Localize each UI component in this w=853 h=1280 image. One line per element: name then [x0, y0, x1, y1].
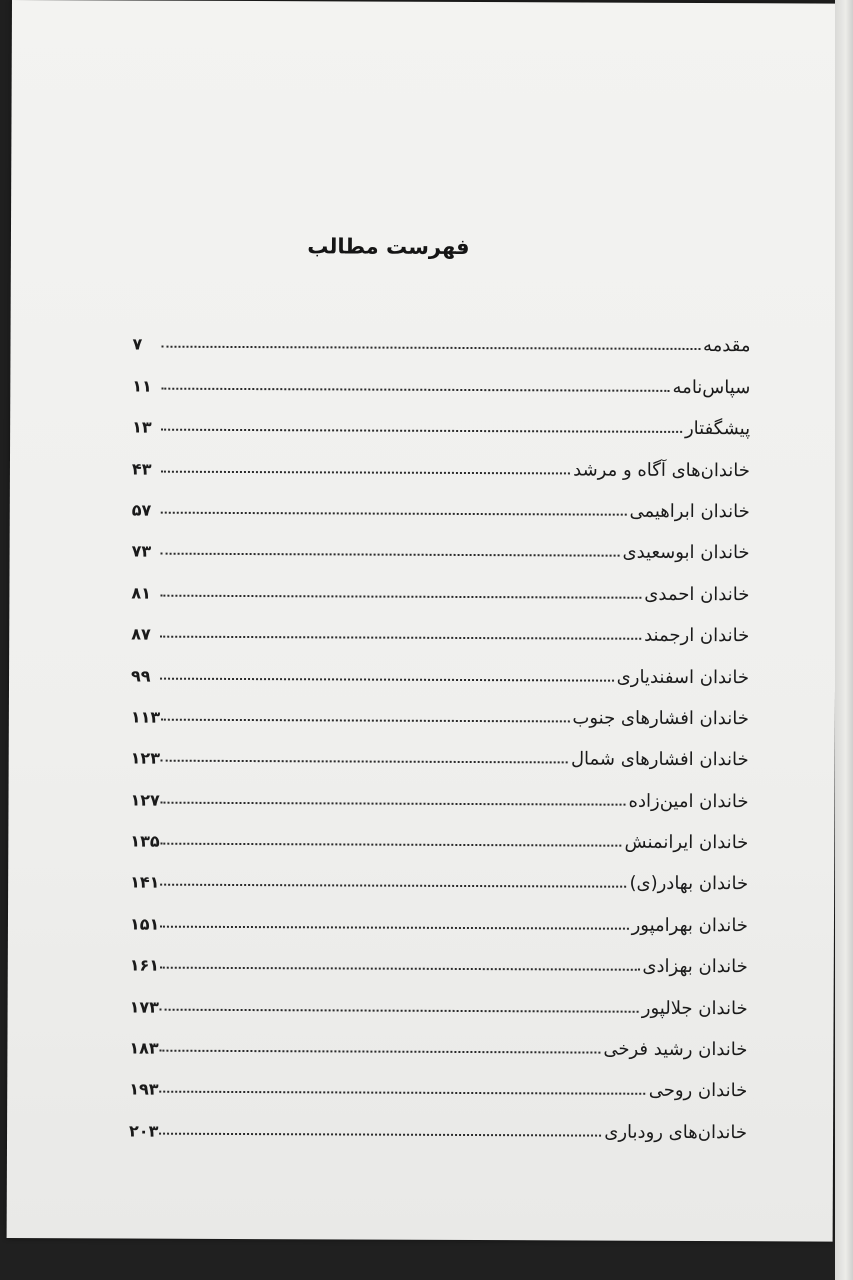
toc-entry-page: ۱۴۱ [130, 872, 160, 893]
toc-entry-label: خاندان افشارهای شمال [570, 748, 749, 771]
toc-entry [132, 437, 750, 481]
table-of-contents [129, 313, 751, 1144]
toc-entry [130, 933, 748, 977]
toc-entry-page: ۱۲۷ [130, 790, 160, 810]
dot-leader [161, 469, 570, 474]
toc-entry [131, 602, 749, 646]
toc-entry [131, 644, 749, 688]
toc-entry [130, 768, 748, 812]
toc-entry-page: ۱۱ [132, 376, 152, 396]
dot-leader [161, 428, 682, 433]
toc-entry-label: خاندان بهادر(ی) [629, 873, 749, 895]
toc-entry-page: ۵۷ [131, 500, 152, 520]
dot-leader [161, 511, 627, 516]
toc-entry-label: خاندان ابوسعیدی [622, 542, 750, 564]
toc-entry-page: ۱۹۳ [129, 1079, 159, 1100]
adjacent-page-edge [835, 0, 853, 1280]
toc-entry [129, 1099, 747, 1143]
toc-entry-label: خاندان ارجمند [644, 624, 750, 647]
toc-entry [132, 478, 750, 522]
dot-leader [159, 1131, 601, 1136]
toc-entry-label: سپاس‌نامه [672, 376, 751, 399]
book-page [7, 0, 838, 1242]
toc-entry-label: خاندان ایرانمنش [624, 831, 749, 854]
toc-entry [132, 354, 750, 398]
toc-entry-label: خاندان جلالپور [641, 997, 748, 1019]
toc-entry-page: ۱۲۳ [130, 748, 161, 768]
toc-entry-page: ۷۳ [131, 541, 152, 561]
dot-leader [161, 842, 622, 847]
toc-entry [129, 1016, 747, 1060]
toc-entry [130, 809, 748, 853]
toc-entry-page: ۴۳ [131, 459, 152, 479]
dot-leader [161, 800, 626, 805]
toc-entry-label: خاندان روحی [648, 1080, 748, 1102]
toc-entry [132, 519, 750, 563]
toc-entry-page: ۱۸۳ [129, 1038, 159, 1058]
toc-entry [132, 395, 750, 439]
toc-entry [130, 851, 748, 895]
dot-leader [161, 345, 700, 350]
toc-entry-page: ۸۷ [131, 624, 151, 644]
toc-entry-page: ۹۹ [131, 666, 151, 686]
dot-leader [160, 1049, 601, 1054]
toc-entry [130, 975, 748, 1019]
dot-leader [160, 1007, 639, 1012]
toc-entry-label: خاندان‌های آگاه و مرشد [573, 459, 751, 481]
dot-leader [160, 966, 639, 971]
dot-leader [161, 718, 569, 723]
toc-entry-page: ۱۶۱ [129, 955, 160, 975]
toc-entry-page: ۸۱ [131, 583, 151, 603]
toc-entry-label: خاندان احمدی [644, 583, 750, 605]
toc-entry-label: خاندان امین‌زاده [628, 790, 749, 812]
toc-entry-page: ۲۰۳ [129, 1121, 159, 1141]
toc-entry-page: ۱۱۳ [130, 707, 161, 727]
page-title: فهرست مطالب [307, 234, 470, 259]
toc-entry [131, 561, 749, 605]
toc-entry-page: ۷ [132, 334, 143, 354]
dot-leader [161, 552, 620, 557]
toc-entry-page: ۱۵۱ [129, 914, 160, 934]
dot-leader [160, 925, 628, 930]
toc-entry [131, 685, 749, 729]
dot-leader [161, 759, 568, 764]
toc-entry-page: ۱۳۵ [130, 831, 160, 851]
toc-entry-label: خاندان رشید فرخی [603, 1038, 748, 1061]
dot-leader [160, 635, 641, 640]
toc-entry-page: ۱۳ [132, 417, 152, 437]
toc-entry-label: خاندان‌های رودباری [604, 1121, 748, 1144]
dot-leader [160, 1090, 646, 1095]
toc-entry-page: ۱۷۳ [129, 997, 159, 1017]
toc-entry [130, 892, 748, 936]
toc-entry [132, 313, 750, 357]
toc-entry-label: خاندان بهرامپور [631, 914, 749, 937]
toc-entry [131, 726, 749, 770]
dot-leader [160, 883, 626, 888]
dot-leader [160, 676, 614, 681]
toc-entry-label: خاندان ابراهیمی [629, 500, 750, 523]
toc-entry [129, 1058, 747, 1102]
toc-entry-label: خاندان افشارهای جنوب [572, 707, 749, 730]
toc-entry-label: پیشگفتار [684, 418, 751, 440]
dot-leader [160, 593, 641, 598]
toc-entry-label: خاندان بهزادی [642, 956, 748, 978]
toc-entry-label: خاندان اسفندیاری [616, 666, 750, 688]
dot-leader [161, 386, 669, 391]
toc-entry-label: مقدمه [702, 335, 751, 357]
